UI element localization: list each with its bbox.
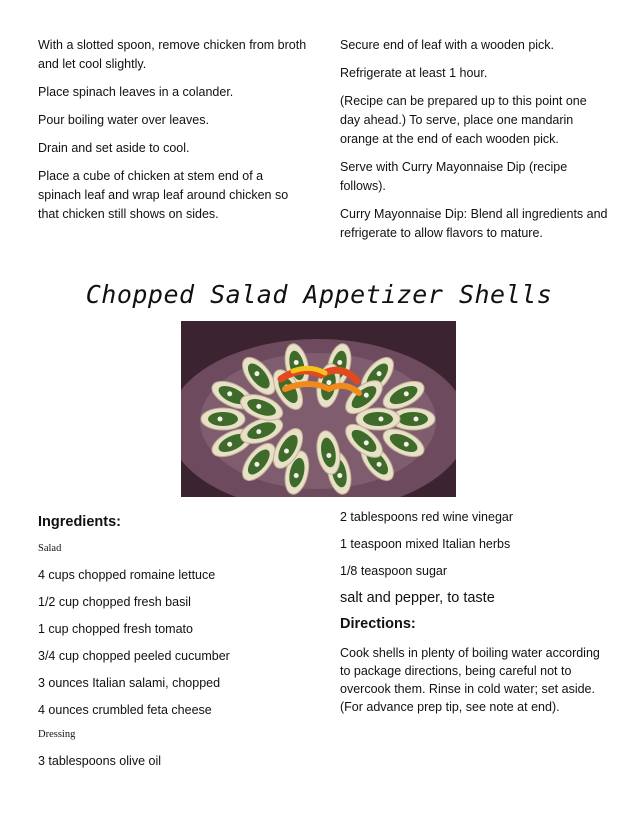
ingredient-item: 2 tablespoons red wine vinegar [340, 510, 514, 524]
ingredient-item: 1/2 cup chopped fresh basil [38, 595, 191, 609]
directions-heading: Directions: [340, 616, 416, 632]
directions-column [340, 510, 608, 716]
ingredient-item: 1/8 teaspoon sugar [340, 564, 448, 578]
ingredients-column [38, 510, 308, 768]
salad-shells-photo [181, 321, 456, 497]
step-text: Place a cube of chicken at stem end of a spinach leaf and wrap leaf around chicken so that chicken still shows on sides. [38, 169, 289, 221]
dressing-label: Dressing [38, 729, 76, 740]
ingredient-item: 3 tablespoons olive oil [38, 754, 161, 768]
ingredient-item: 4 ounces crumbled feta cheese [38, 703, 212, 717]
step-text: (Recipe can be prepared up to this point one day ahead.) To serve, place one mandarin orange at the end of each wooden pick. [340, 94, 587, 146]
ingredient-item: 4 cups chopped romaine lettuce [38, 568, 216, 582]
salad-label: Salad [38, 543, 62, 554]
step-text: Drain and set aside to cool. [38, 141, 190, 155]
step-text: Curry Mayonnaise Dip: Blend all ingredients and refrigerate to allow flavors to mature. [340, 207, 608, 240]
step-text: With a slotted spoon, remove chicken from broth and let cool slightly. [38, 38, 307, 71]
step-text: Refrigerate at least 1 hour. [340, 66, 488, 80]
ingredients-heading: Ingredients: [38, 514, 121, 530]
top-right-column [340, 36, 608, 252]
ingredient-item: 3 ounces Italian salami, chopped [38, 676, 221, 690]
top-left-column [38, 36, 308, 233]
ingredient-item: 1 cup chopped fresh tomato [38, 622, 193, 636]
recipe-title: Chopped Salad Appetizer Shells [85, 280, 553, 309]
step-text: Pour boiling water over leaves. [38, 113, 209, 127]
ingredient-item: 3/4 cup chopped peeled cucumber [38, 649, 230, 663]
ingredient-item: 1 teaspoon mixed Italian herbs [340, 537, 511, 551]
directions-text: Cook shells in plenty of boiling water according to package directions, being careful not to overcook them. Rinse in cold water; set aside. (For advance prep tip, see note at end). [340, 646, 600, 714]
step-text: Serve with Curry Mayonnaise Dip (recipe follows). [340, 160, 568, 193]
step-text: Place spinach leaves in a colander. [38, 85, 234, 99]
step-text: Secure end of leaf with a wooden pick. [340, 38, 555, 52]
salt-pepper-item: salt and pepper, to taste [340, 590, 495, 606]
